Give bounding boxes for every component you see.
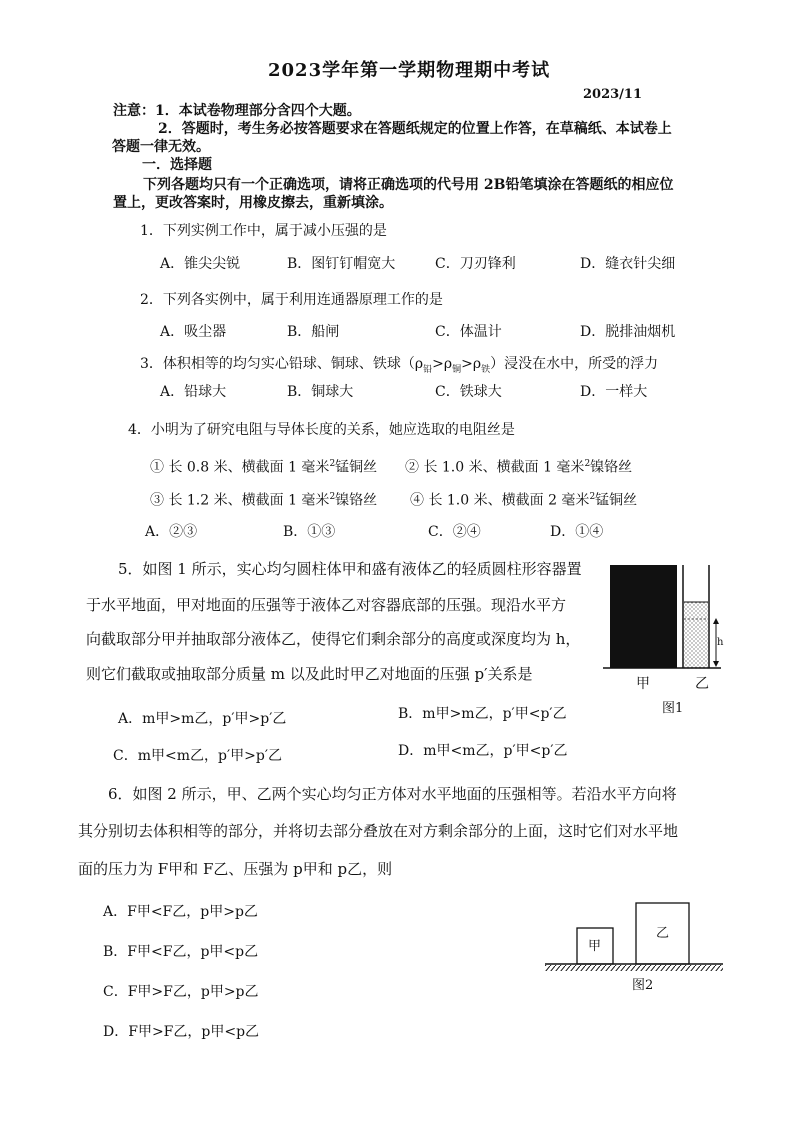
exam-title: 2023学年第一学期物理期中考试 xyxy=(268,60,551,81)
figure-2-caption: 图2 xyxy=(632,978,654,993)
figure-2-label-yi: 乙 xyxy=(656,926,670,941)
q1-option-c: C．刀刃锋利 xyxy=(435,256,516,272)
question-3-stem: 3．体积相等的均匀实心铅球、铜球、铁球$(\rho_铅>\rho_铜>\rho_铁)$浸没在水中，所受的浮力 xyxy=(140,356,659,375)
section-instruction-1: 下列各题均只有一个正确选项，请将正确选项的代号用 2B铅笔填涂在答题纸的相应位 xyxy=(143,177,674,193)
q5-option-d: D．m甲<m乙，p′甲<p′乙 xyxy=(398,743,568,759)
section-heading: 一．选择题 xyxy=(142,157,212,173)
question-5-line-4: 则它们截取或抽取部分质量 m 以及此时甲乙对地面的压强 p′关系是 xyxy=(86,665,533,683)
q4-wire-3: ③ 长 1.2 米、横截面 1 毫米$^2$镍铬丝 xyxy=(150,492,378,509)
figure-2-drawing xyxy=(545,900,725,976)
q4-option-d: D．①④ xyxy=(550,524,604,540)
q2-option-c: C．体温计 xyxy=(435,324,502,340)
q3-option-b: B．铜球大 xyxy=(287,384,354,400)
q5-option-c: C．m甲<m乙，p′甲>p′乙 xyxy=(113,748,283,764)
h-arrow-bottom xyxy=(713,661,719,667)
question-1-stem: 1．下列实例工作中，属于减小压强的是 xyxy=(140,223,387,239)
q5-option-b: B．m甲>m乙，p′甲<p′乙 xyxy=(398,706,567,722)
q3-option-c: C．铁球大 xyxy=(435,384,502,400)
note-line-3: 答题一律无效。 xyxy=(112,139,210,155)
q6-option-c: C．F甲>F乙，p甲>p乙 xyxy=(103,984,259,1000)
q1-option-d: D．缝衣针尖细 xyxy=(580,256,676,272)
q2-option-a: A．吸尘器 xyxy=(160,324,227,340)
q6-option-d: D．F甲>F乙，p甲<p乙 xyxy=(103,1024,260,1040)
solid-cylinder-jia xyxy=(610,565,677,668)
question-5-line-3: 向截取部分甲并抽取部分液体乙，使得它们剩余部分的高度或深度均为 h， xyxy=(86,630,581,648)
figure-2-label-jia: 甲 xyxy=(588,939,602,954)
question-6-line-2: 其分别切去体积相等的部分，并将切去部分叠放在对方剩余部分的上面，这时它们对水平地 xyxy=(78,822,679,840)
note-line-1: 注意：1．本试卷物理部分含四个大题。 xyxy=(113,103,361,119)
h-label: h xyxy=(717,637,724,648)
question-6-line-3: 面的压力为 F甲和 F乙、压强为 p甲和 p乙，则 xyxy=(78,860,393,878)
q4-option-b: B．①③ xyxy=(283,524,336,540)
h-arrow-top xyxy=(713,618,719,624)
q1-option-b: B．图钉钉帽宽大 xyxy=(287,256,396,272)
section-instruction-2: 置上，更改答案时，用橡皮擦去，重新填涂。 xyxy=(113,195,393,211)
note-line-2: 2．答题时，考生务必按答题要求在答题纸规定的位置上作答，在草稿纸、本试卷上 xyxy=(158,121,672,137)
figure-1-label-yi: 乙 xyxy=(695,676,709,692)
exam-date: 2023/11 xyxy=(583,87,643,102)
q4-wire-4: ④ 长 1.0 米、横截面 2 毫米$^2$锰铜丝 xyxy=(410,492,638,509)
ground-hatch xyxy=(545,965,723,971)
q1-option-a: A．锥尖尖锐 xyxy=(160,256,241,272)
q4-option-c: C．②④ xyxy=(428,524,481,540)
q6-option-b: B．F甲<F乙，p甲<p乙 xyxy=(103,944,259,960)
question-2-stem: 2．下列各实例中，属于利用连通器原理工作的是 xyxy=(140,292,443,308)
q6-option-a: A．F甲<F乙，p甲>p乙 xyxy=(103,904,258,920)
figure-1 xyxy=(603,562,723,702)
q3-option-d: D．一样大 xyxy=(580,384,648,400)
liquid-yi xyxy=(684,602,708,668)
figure-1-label-jia: 甲 xyxy=(636,676,650,692)
question-5-line-1: 5．如图 1 所示，实心均匀圆柱体甲和盛有液体乙的轻质圆柱形容器置 xyxy=(118,560,582,578)
q3-option-a: A．铅球大 xyxy=(160,384,227,400)
figure-2 xyxy=(545,900,725,976)
q4-wire-2: ② 长 1.0 米、横截面 1 毫米$^2$镍铬丝 xyxy=(405,459,633,476)
q4-option-a: A．②③ xyxy=(145,524,198,540)
question-5-line-2: 于水平地面，甲对地面的压强等于液体乙对容器底部的压强。现沿水平方 xyxy=(86,596,567,614)
question-4-stem: 4．小明为了研究电阻与导体长度的关系，她应选取的电阻丝是 xyxy=(128,422,515,438)
q5-option-a: A．m甲>m乙，p′甲>p′乙 xyxy=(118,711,287,727)
figure-1-caption: 图1 xyxy=(662,701,684,716)
q2-option-d: D．脱排油烟机 xyxy=(580,324,676,340)
q4-wire-1: ① 长 0.8 米、横截面 1 毫米$^2$锰铜丝 xyxy=(150,459,378,476)
q2-option-b: B．船闸 xyxy=(287,324,340,340)
question-6-line-1: 6．如图 2 所示，甲、乙两个实心均匀正方体对水平地面的压强相等。若沿水平方向将 xyxy=(108,785,677,803)
